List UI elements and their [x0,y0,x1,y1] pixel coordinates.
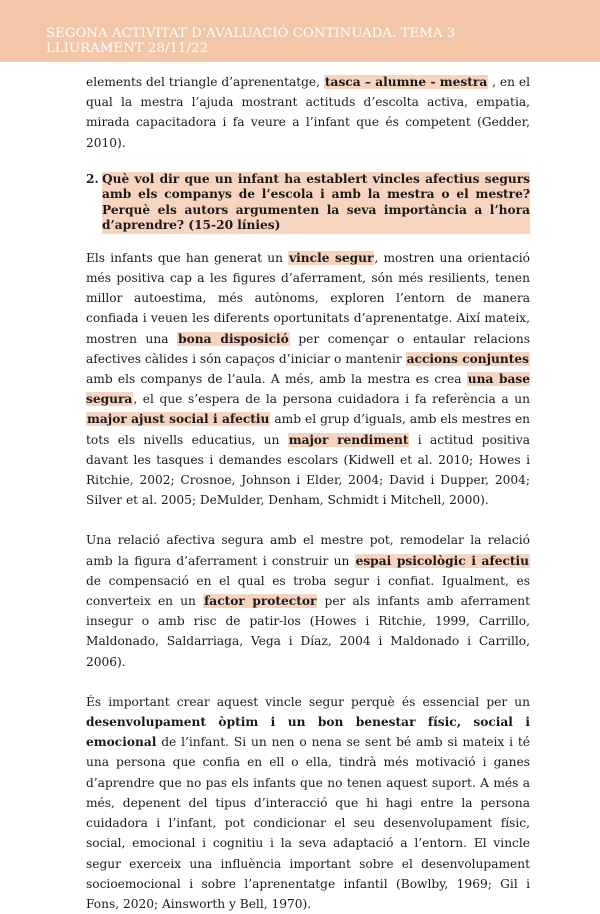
highlight-base-segura: una base segura [86,372,530,407]
highlight-vincle-segur: vincle segur [289,250,374,265]
header-band [0,0,600,62]
intro-paragraph: elements del triangle d’aprenentatge, tasca – alumne - mestra , en el qual la mestra l’ajuda mostrant actituds d’escolta activa, empatia, mirada capacitadora i fa veure a l’infant que és competent (Gedder, 2010). [86,75,530,150]
page-content [86,72,530,914]
document-header [46,26,455,56]
highlight-major-rendiment: major rendiment [288,432,409,447]
header-delivery-date: LLIURAMENT 28/11/22 [46,41,209,56]
paragraph-gap [86,672,530,692]
question-number: 2. [86,171,99,186]
paragraph-3: És important crear aquest vincle segur perquè és essencial per un desenvolupament òptim i un bon benestar físic, social i emocional de l’infant. Si un nen o nena se sent bé amb si mateix i té una persona que confia en ell o ella, tindrà més motivació i ganes d’aprendre que no pas els infants que no tenen aquest suport. A més a més, depenent del tipus d’interacció que hi hagi entre la persona cuidadora i l’infant, pot condicionar el seu desenvolupament físic, social, emocional i cognitiu i la seva adaptació a l’entorn. El vincle segur exerceix una influència important sobre el desenvolupament socioemocional i sobre l’aprenentatge infantil (Bowlby, 1969; Gil i Fons, 2020; Ainsworth y Bell, 1970). [86,694,530,911]
paragraph-1: Els infants que han generat un vincle segur, mostren una orientació més positiva cap a les figures d’aferrament, són més resilients, tenen millor autoestima, més autònoms, exploren l’entorn de manera confiada i veuen les diferents oportunitats d’aprenentatge. Així mateix, mostren una bona disposició per començar o entaular relacions afectives càlides i són capaços d’iniciar o mantenir accions conjuntes amb els companys de l’aula. A més, amb la mestra es crea una base segura, el que s’espera de la persona cuidadora i fa referència a un major ajust social i afectiu amb el grup d’iguals, amb els mestres en tots els nivells educatius, un major rendiment i actitud positiva davant les tasques i demandes escolars (Kidwell et al. 2010; Howes i Ritchie, 2002; Crosnoe, Johnson i Elder, 2004; David i Dupper, 2004; Silver et al. 2005; DeMulder, Denham, Schmidt i Mitchell, 2000). [86,250,531,508]
paragraph-gap [86,510,530,530]
highlight-factor-protector: factor protector [204,594,317,609]
highlight-ajust-social: major ajust social i afectiu [87,412,270,427]
paragraph-2: Una relació afectiva segura amb el mestre pot, remodelar la relació amb la figura d’aferrament i construir un espai psicològic i afectiu de compensació en el qual es troba segur i confiat. Igualment, es converteix en un factor protector per als infants amb aferrament insegur o amb risc de patir-los (Howes i Ritchie, 1999, Carrillo, Maldonado, Saldarriaga, Vega i Díaz, 2004 i Maldonado i Carrillo, 2006). [86,533,531,669]
highlight-bona-disposicio: bona disposició [178,331,289,346]
question-text: Què vol dir que un infant ha establert vincles afectius segurs amb els companys de l’escola i amb la mestra o el mestre? Perquè els autors argumenten la seva importància a l’hora d’aprendre? (15-20 línies) [102,171,530,233]
bold-desenvolupament: desenvolupament òptim i un bon benestar físic, social i emocional [86,715,530,750]
highlight-triangle: tasca – alumne - mestra [324,75,488,89]
header-title: SEGONA ACTIVITAT D’AVALUACIÓ CONTINUADA. TEMA 3 [46,26,456,41]
highlight-accions-conjuntes: accions conjuntes [406,351,530,366]
question-2 [86,172,530,234]
highlight-espai-psicologic: espai psicològic i afectiu [355,553,529,568]
